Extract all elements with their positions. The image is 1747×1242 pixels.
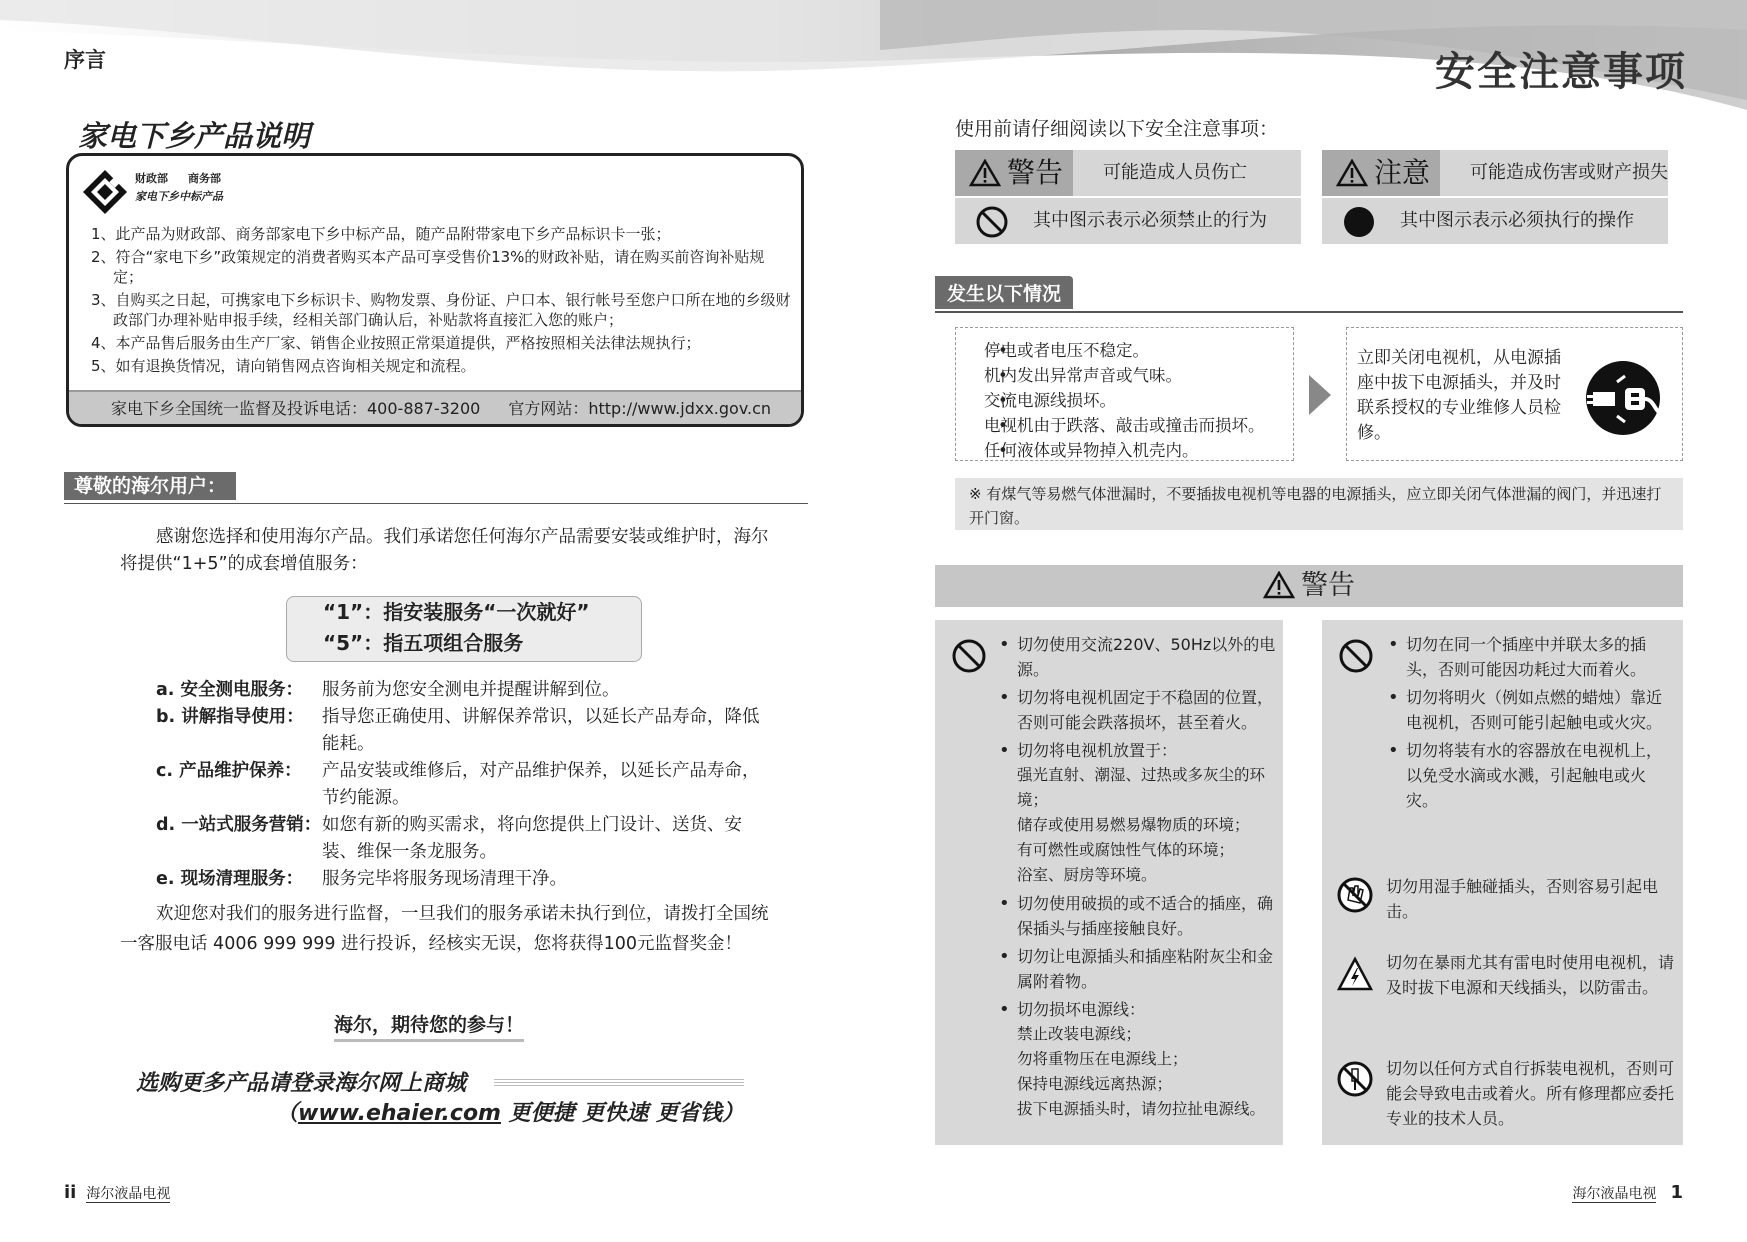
users-intro: 感谢您选择和使用海尔产品。我们承诺您任何海尔产品需要安装或维护时，海尔将提供“1+5”的成套增值服务： [120,527,769,574]
service-text: 服务前为您安全测电并提醒讲解到位。 [322,680,620,700]
warning-sub-item: 保持电源线远离热源； [1017,1075,1173,1093]
service-item [156,677,776,704]
occurrence-divider [935,311,1683,313]
warning-sub-item: 有可燃性或腐蚀性气体的环境； [1017,841,1235,859]
safety-header: 安全注意事项 [1435,49,1687,95]
jiadian-footer [69,390,801,424]
action-text: 立即关闭电视机，从电源插座中拔下电源插头，并及时联系授权的专业维修人员检修。 [1357,348,1561,443]
warning-desc: 可能造成人员伤亡 [1103,162,1247,183]
jiadian-box [66,153,804,427]
service-label: d. 一站式服务营销： [156,815,322,835]
jiadian-item: 5、如有退换货情况，请向销售网点咨询相关规定和流程。 [91,357,476,375]
forbid-desc: 其中图示表示必须禁止的行为 [1033,210,1267,231]
mandatory-icon [1342,205,1376,239]
jiadian-website: 官方网站：http://www.jdxx.gov.cn [508,399,772,418]
occurrence-item: • 停电或者电压不稳定。 [984,338,1293,363]
footer-left-text: 海尔液晶电视 [86,1186,171,1202]
jiadian-hotline: 家电下乡全国统一监督及投诉电话：400-887-3200 [111,399,481,418]
occurrence-item: • 电视机由于跌落、敲击或撞击而损坏。 [984,413,1293,438]
occurrence-box [955,327,1294,461]
org-finance: 财政部 [135,172,168,185]
legend-must [1322,198,1668,244]
warning-triangle-icon [1263,571,1295,599]
warning-tag-label: 警告 [1007,156,1064,189]
jiadian-item: 4、本产品售后服务由生产厂家、销售企业按照正常渠道提供，严格按照相关法律法规执行； [91,334,701,352]
occurrence-tab: 发生以下情况 [935,276,1073,309]
promo-line-1: “1”：指安装服务“一次就好” [323,600,590,624]
read-first-text: 使用前请仔细阅读以下安全注意事项： [955,118,1279,140]
service-text: 服务完毕将服务现场清理干净。 [322,869,567,889]
promo-box [286,596,642,662]
jiadian-item: 3、自购买之日起，可携家电下乡标识卡、购物发票、身份证、户口本、银行帐号至您户口所在地的乡级财政部门办理补贴申报手续，经相关部门确认后，补贴款将直接汇入您的账户； [91,291,791,329]
occurrence-item: • 任何液体或异物掉入机壳内。 [984,438,1293,463]
warning-item: • 切勿让电源插头和插座粘附灰尘和金属附着物。 [997,944,1277,994]
org-commerce: 商务部 [188,172,221,185]
service-label: b. 讲解指导使用： [156,707,304,727]
jiadian-list [91,224,791,379]
warning-sub-item: 勿将重物压在电源线上； [1017,1050,1188,1068]
must-desc: 其中图示表示必须执行的操作 [1400,210,1634,231]
caution-tag-label: 注意 [1374,156,1431,189]
service-label: e. 现场清理服务： [156,869,304,889]
warning-item: • 切勿将装有水的容器放在电视机上，以免受水滴或水溅，引起触电或火灾。 [1386,738,1676,813]
service-item [156,758,776,812]
caution-desc: 可能造成伤害或财产损失 [1470,162,1668,183]
legend-warning [955,150,1301,196]
jiadian-logo-icon [81,168,129,216]
footer-right [1572,1182,1683,1203]
page-number-left: ii [64,1182,77,1203]
shop-paren-open: （ [276,1101,299,1126]
shop-slogan: 更便捷 更快速 更省钱） [500,1101,744,1126]
right-warning-list [1386,632,1676,813]
service-text: 指导您正确使用、讲解保养常识，以延长产品寿命，降低能耗。 [322,707,760,754]
service-text: 产品安装或维修后，对产品维护保养，以延长产品寿命，节约能源。 [322,761,760,808]
jiadian-item: 2、符合“家电下乡”政策规定的消费者购买本产品可享受售价13%的财政补贴，请在购买前咨询补贴规定； [91,248,765,286]
promo-line-2: “5”：指五项组合服务 [323,631,524,655]
warning-column-left [935,620,1283,1145]
legend-forbid [955,198,1301,244]
page-number-right: 1 [1670,1182,1683,1203]
prohibit-icon [975,205,1009,239]
caution-tag [1322,150,1440,196]
warning-sub-item: 浴室、厨房等环境。 [1017,866,1157,884]
users-tab: 尊敬的海尔用户： [64,472,236,500]
prohibit-icon [951,638,987,674]
warning-sub-item: 禁止改装电源线； [1017,1025,1142,1043]
warning-column-right [1322,620,1683,1145]
jiadian-item: 1、此产品为财政部、商务部家电下乡中标产品，随产品附带家电下乡产品标识卡一张； [91,225,671,243]
warning-sub-item: 强光直射、潮湿、过热或多灰尘的环境； [1017,766,1266,809]
supervise-text: 欢迎您对我们的服务进行监督，一旦我们的服务承诺未执行到位，请拨打全国统一客服电话 4006 999 999 进行投诉，经核实无误，您将获得100元监督奖金！ [120,904,769,954]
warning-item: • 切勿使用破损的或不适合的插座，确保插头与插座接触良好。 [997,891,1277,941]
shop-url-link[interactable]: www.ehaier.com [298,1101,501,1126]
wet-hand-text: 切勿用湿手触碰插头，否则容易引起电击。 [1386,877,1659,921]
service-item [156,704,776,758]
wet-hand-prohibit-icon [1336,876,1374,914]
service-item [156,812,776,866]
electric-shock-icon [1336,956,1374,992]
action-box [1346,327,1683,461]
service-label: c. 产品维护保养： [156,761,302,781]
service-list [156,677,776,893]
warning-item: • 切勿在同一个插座中并联太多的插头，否则可能因功耗过大而着火。 [1386,632,1676,682]
warning-bar [935,565,1683,607]
gas-note: ※ 有煤气等易燃气体泄漏时，不要插拔电视机等电器的电源插头，应立即关闭气体泄漏的阀门，并迅速打开门窗。 [955,478,1683,530]
footer-right-text: 海尔液晶电视 [1572,1186,1657,1202]
preface-header: 序言 [64,48,106,72]
org-subtitle: 家电下乡中标产品 [135,190,223,203]
prohibit-icon [1338,638,1374,674]
service-text: 如您有新的购买需求，将向您提供上门设计、送货、安装、维保一条龙服务。 [322,815,742,862]
service-label: a. 安全测电服务： [156,680,304,700]
disassemble-text: 切勿以任何方式自行拆装电视机，否则可能会导致电击或着火。所有修理都应委托专业的技术人员。 [1386,1059,1675,1128]
warning-item: • 切勿损坏电源线： [997,997,1277,1022]
shop-line-1: 选购更多产品请登录海尔网上商城 [136,1071,467,1096]
legend-caution [1322,150,1668,196]
jiadian-title: 家电下乡产品说明 [78,119,311,153]
warning-item: • 切勿将电视机放置于： [997,738,1277,763]
users-tab-wrap [64,471,236,498]
left-warning-list [997,632,1277,1122]
jiadian-org [135,170,241,206]
expect-text: 海尔，期待您的参与！ [334,1010,524,1042]
shop-line-2 [276,1096,744,1127]
warning-item: • 切勿使用交流220V、50Hz以外的电源。 [997,632,1277,682]
occurrence-item: • 交流电源线损坏。 [984,388,1293,413]
occurrence-list [956,328,1293,463]
warning-triangle-icon [969,159,1001,187]
arrow-right-icon [1309,375,1331,415]
service-item [156,866,776,893]
occurrence-item: • 机内发出异常声音或气味。 [984,363,1293,388]
warning-sub-item: 储存或使用易燃易爆物质的环境； [1017,816,1250,834]
warning-item: • 切勿将明火（例如点燃的蜡烛）靠近电视机，否则可能引起触电或火灾。 [1386,685,1676,735]
shop-decoration-lines [494,1079,744,1087]
thunder-text: 切勿在暴雨尤其有雷电时使用电视机，请及时拔下电源和天线插头，以防雷击。 [1386,953,1675,997]
warning-bar-label: 警告 [1301,570,1355,601]
warning-sub-item: 拔下电源插头时，请勿拉扯电源线。 [1017,1100,1266,1118]
disassemble-prohibit-icon [1336,1060,1374,1098]
unplug-icon [1585,360,1661,436]
warning-item: • 切勿将电视机固定于不稳固的位置，否则可能会跌落损坏，甚至着火。 [997,685,1277,735]
users-divider [64,503,808,504]
footer-left [64,1182,170,1203]
warning-tag [955,150,1073,196]
caution-triangle-icon [1336,159,1368,187]
